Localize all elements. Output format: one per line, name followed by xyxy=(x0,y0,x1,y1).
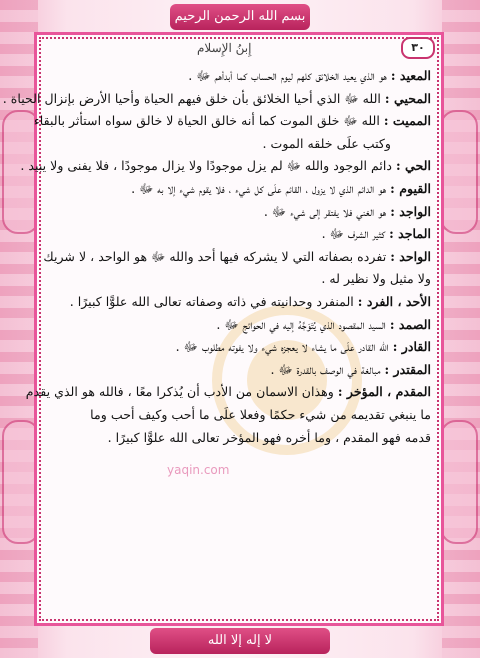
text-line: القيوم : هو الدائم الذي لا يزول ، القائم علَى كل شيء ، فلا يقوم شيء إلا به ﷻ . xyxy=(131,180,431,196)
right-calligraphy-ornament xyxy=(440,110,478,234)
text-panel xyxy=(2,32,444,626)
text-line: ما ينبغي تقديمه من شيء حكمًا وفعلا علَى ما أحب وكيف أحب وما xyxy=(90,406,431,422)
right-decorative-border xyxy=(442,0,480,658)
text-line: وكتب علَى خلقه الموت . xyxy=(262,135,391,151)
page-number: ٣٠ xyxy=(401,37,435,59)
text-line: الواحد : تفرده بصفاته التي لا يشركه فيها أحد والله ﷻ هو الواحد ، لا شريك xyxy=(43,248,431,264)
text-line: الواجد : هو الغني فلا يفتقر إلى شيء ﷻ . xyxy=(263,203,431,219)
right-lower-ornament xyxy=(440,420,478,544)
text-line: الماجد : كثير الشرف ﷻ . xyxy=(321,226,431,242)
text-line: الحي : دائم الوجود والله ﷻ لم يزل موجودًا ولا يزال موجودًا ، فلا يفنى ولا يبيد . xyxy=(20,158,431,174)
text-line: الصمد : السيد المقصود الذي يُتَوَجَّهُ إليه في الحوائج ﷻ . xyxy=(216,316,431,332)
text-line: المحيي : الله ﷻ الذي أحيا الخلائق بأن خلق فيهم الحياة وأحيا الأرض بإنزال الحياة . xyxy=(2,90,431,106)
text-line: قدمه فهو المقدم ، وما أخره فهو المؤخر تعالى الله علوًّا كبيرًا . xyxy=(107,429,431,445)
page-header xyxy=(37,35,441,61)
site-watermark: yaqin.com xyxy=(167,463,230,477)
basmala-banner: بسم الله الرحمن الرحيم xyxy=(170,4,310,30)
names-of-allah-text xyxy=(2,65,431,615)
text-line: المقدم ، المؤخر : وهذان الاسمان من الأدب أن يُذكرا معًا ، فالله هو الذي يقدم xyxy=(25,384,431,400)
text-line: المعيد : هو الذي يعيد الخلائق كلهم ليوم الحساب كما أبدأهم ﷻ . xyxy=(188,68,431,83)
text-line: القادر : الله القادر علَى ما يشاء لا يعجزه شيء ولا يفوته مطلوب ﷻ . xyxy=(175,339,431,355)
text-line: المقتدر : مبالغة في الوصف بالقدرة ﷻ . xyxy=(270,361,431,377)
shahada-banner: لا إله إلا الله xyxy=(150,628,330,654)
text-line: المميت : الله ﷻ خلق الموت كما أنه خالق الحياة لا خالق سواه استأثر بالبقاء xyxy=(33,113,431,129)
text-line: الأحد ، الفرد : المنفرد وحدانيته في ذاته وصفاته تعالى الله علوًّا كبيرًا . xyxy=(69,293,431,309)
text-line: ولا مثيل ولا نظير له . xyxy=(321,271,431,287)
series-title: إِبنُ الإِسلام xyxy=(197,41,252,55)
